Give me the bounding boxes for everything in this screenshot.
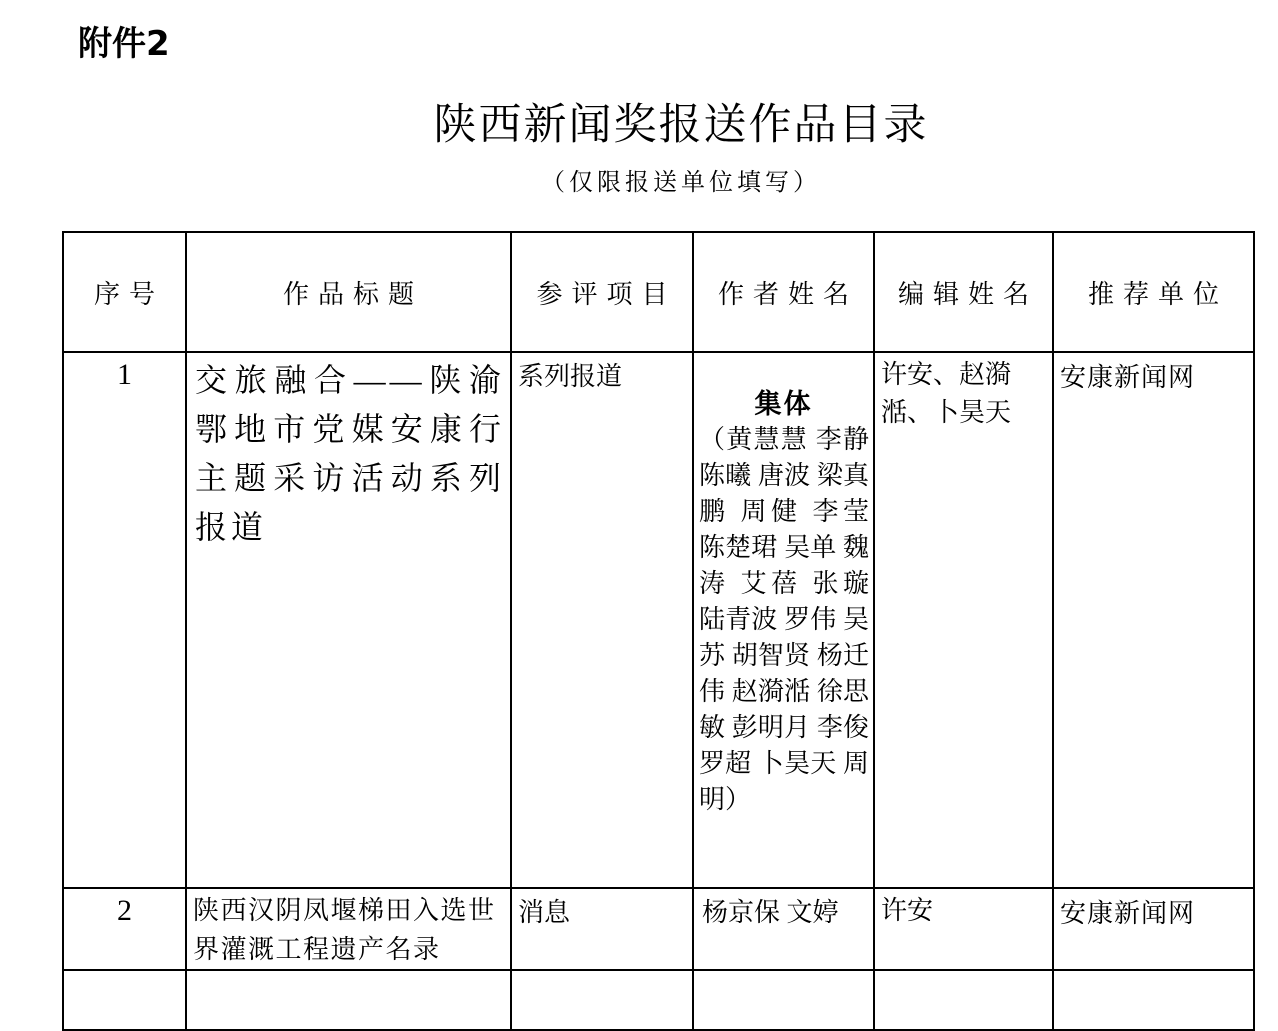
cell-editors: 许安、赵漪湉、卜昊天 xyxy=(874,352,1053,888)
cell-category: 消息 xyxy=(511,888,693,970)
cell-work-title xyxy=(186,970,511,1030)
page-title: 陕西新闻奖报送作品目录 xyxy=(433,102,929,149)
table-row-2 xyxy=(63,888,1254,970)
cell-authors xyxy=(693,352,874,888)
header-cell-title: 作品标题 xyxy=(186,232,511,352)
cell-authors: 杨京保 文婷 xyxy=(693,888,874,970)
table-row-empty xyxy=(63,970,1254,1030)
cell-recommending-unit: 安康新闻网 xyxy=(1053,352,1254,888)
header-cell-recommending-unit: 推荐单位 xyxy=(1053,232,1254,352)
table-row-1 xyxy=(63,352,1254,888)
cell-recommending-unit xyxy=(1053,970,1254,1030)
cell-seq xyxy=(63,970,186,1030)
header-cell-authors: 作者姓名 xyxy=(693,232,874,352)
cell-authors xyxy=(693,970,874,1030)
cell-seq: 2 xyxy=(63,888,186,970)
cell-work-title: 交旅融合——陕渝鄂地市党媒安康行主题采访活动系列报道 xyxy=(186,352,511,888)
header-cell-seq: 序号 xyxy=(63,232,186,352)
page-subtitle: （仅限报送单位填写） xyxy=(541,170,821,196)
cell-category xyxy=(511,970,693,1030)
table-header-row xyxy=(63,232,1254,352)
author-group-label: 集体 xyxy=(754,389,813,419)
cell-recommending-unit: 安康新闻网 xyxy=(1053,888,1254,970)
cell-work-title: 陕西汉阴凤堰梯田入选世界灌溉工程遗产名录 xyxy=(186,888,511,970)
cell-editors xyxy=(874,970,1053,1030)
attachment-label: 附件2 xyxy=(78,24,170,64)
author-names-list: （黄慧慧 李静 陈曦 唐波 梁真鹏 周健 李莹 陈楚珺 吴单 魏涛 艾蓓 张璇 陆青波 罗伟 吴苏 胡智贤 杨迁伟 赵漪湉 徐思敏 彭明月 李俊 罗超 卜昊天 周明） xyxy=(699,425,869,814)
header-cell-editors: 编辑姓名 xyxy=(874,232,1053,352)
cell-seq: 1 xyxy=(63,352,186,888)
header-cell-category: 参评项目 xyxy=(511,232,693,352)
cell-editors: 许安 xyxy=(874,888,1053,970)
title-block xyxy=(84,96,1278,200)
works-table xyxy=(62,231,1255,1031)
cell-category: 系列报道 xyxy=(511,352,693,888)
